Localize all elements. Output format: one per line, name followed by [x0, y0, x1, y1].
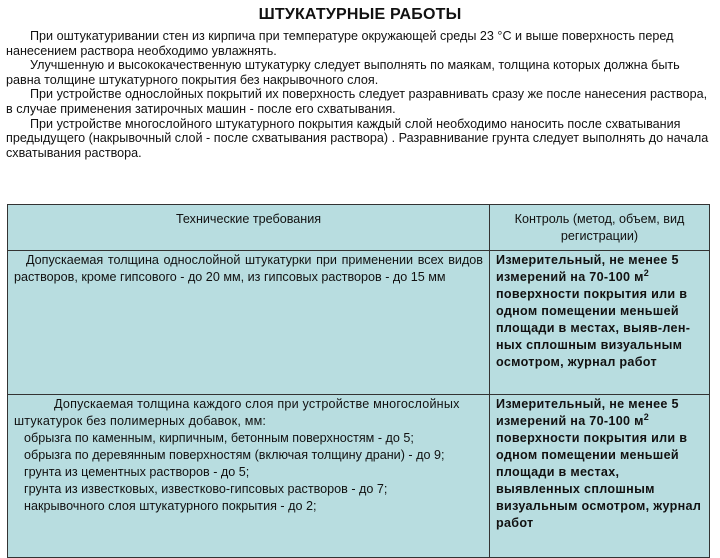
control-text: Измерительный, не менее 5 измерений на 70-100 м	[496, 397, 679, 428]
intro-paragraph: При устройстве многослойного штукатурного покрытия каждый слой необходимо наносить после схватывания предыдущего (накрывочный слой - после схватывания раствора) . Разравнивание грунта следует выполнять до начала схватывания раствора.	[6, 116, 709, 160]
requirement-line: грунта из известковых, известково-гипсовых растворов - до 7;	[24, 482, 388, 496]
requirement-cell	[8, 251, 490, 395]
table-header-row	[8, 205, 710, 251]
control-text: поверхности покрытия или в одном помещении меньшей площади в местах, выявленных сплошным визуальным осмотром, журнал работ	[496, 431, 702, 530]
requirement-line: обрызга по каменным, кирпичным, бетонным поверхностям - до 5;	[24, 431, 414, 445]
intro-paragraph: Улучшенную и высококачественную штукатурку следует выполнять по маякам, толщина которых должна быть равна толщине штукатурного покрытия без накрывочного слоя.	[6, 58, 680, 87]
requirements-table	[7, 204, 710, 558]
control-cell	[490, 251, 710, 395]
requirement-text: Допускаемая толщина однослойной штукатурки при применении всех видов растворов, кроме гипсового - до 20 мм, из гипсовых растворов - до 15 мм	[14, 253, 483, 284]
header-requirements: Технические требования	[8, 205, 490, 251]
page-title: ШТУКАТУРНЫЕ РАБОТЫ	[258, 6, 462, 23]
control-text: Измерительный, не менее 5 измерений на 70-100 м	[496, 253, 679, 284]
requirement-cell	[8, 395, 490, 558]
table-row	[8, 251, 710, 395]
intro-text	[6, 29, 714, 160]
intro-paragraph: При оштукатуривании стен из кирпича при температуре окружающей среды 23 °С и выше поверхность перед нанесением раствора необходимо увлажнять.	[6, 29, 674, 58]
requirement-line: грунта из цементных растворов - до 5;	[24, 465, 250, 479]
control-cell	[490, 395, 710, 558]
table-row	[8, 395, 710, 558]
requirement-line: обрызга по деревянным поверхностям (включая толщину драни) - до 9;	[24, 448, 445, 462]
control-text: поверхности покрытия или в одном помещении меньшей площади в местах, выяв-лен-ных сплошным визуальным осмотром, журнал работ	[496, 287, 691, 369]
header-control: Контроль (метод, объем, вид регистрации)	[490, 205, 710, 251]
control-superscript: 2	[643, 267, 650, 278]
intro-paragraph: При устройстве однослойных покрытий их поверхность следует разравнивать сразу же после нанесения раствора, в случае применения затирочных машин - после его схватывания.	[6, 87, 708, 116]
control-superscript: 2	[643, 411, 650, 422]
requirement-line: Допускаемая толщина каждого слоя при устройстве многослойных штукатурок без полимерных добавок, мм:	[14, 397, 460, 428]
requirement-line: накрывочного слоя штукатурного покрытия - до 2;	[24, 499, 317, 513]
